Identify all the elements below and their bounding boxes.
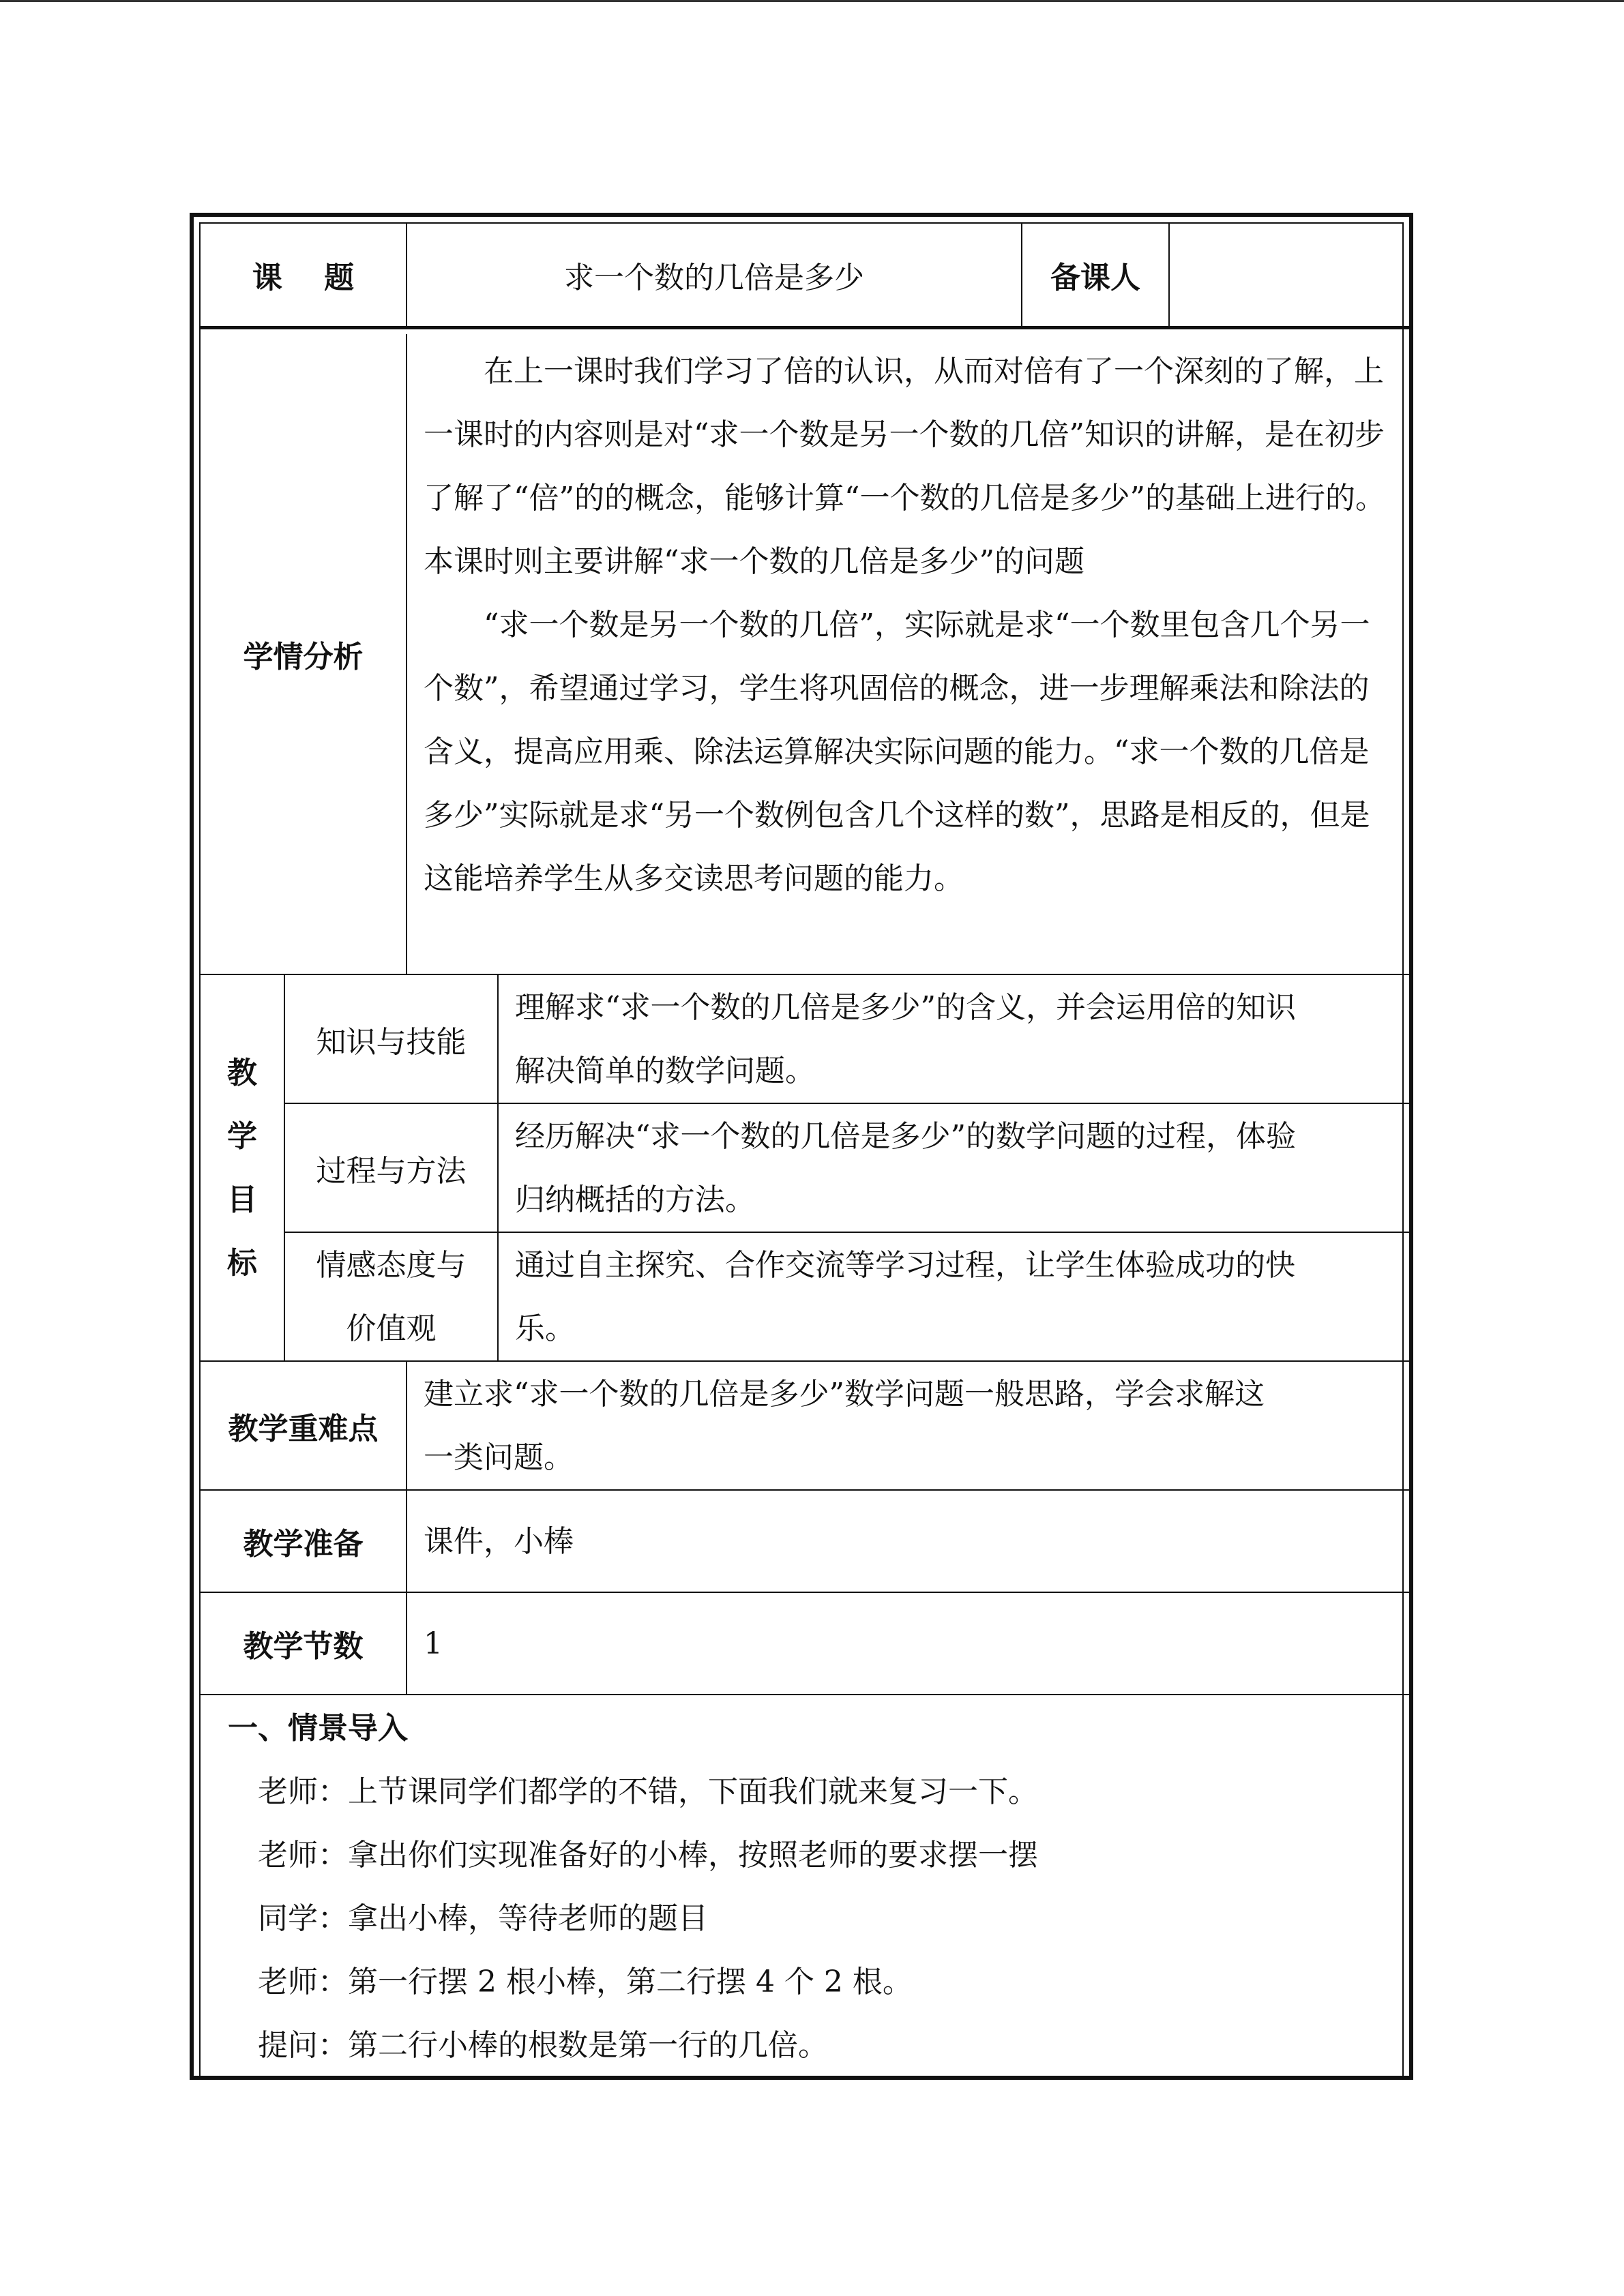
- analysis-content: [407, 334, 1411, 975]
- lesson-plan-table: [190, 213, 1413, 2080]
- process-heading: 一、情景导入: [228, 1711, 408, 1746]
- difficulty-line: 建立求“求一个数的几倍是多少”数学问题一般思路，学会求解这: [424, 1376, 1265, 1412]
- periods-label-text: 教学节数: [243, 1629, 364, 1664]
- goals-label: [201, 975, 285, 1362]
- preparation-content: [407, 1491, 1411, 1593]
- analysis-label: [201, 334, 407, 975]
- goals-label-char: 目: [227, 1182, 257, 1217]
- goal-content-emotion: [499, 1233, 1411, 1362]
- page-top-rule: [0, 0, 1624, 2]
- preparer-label: [1022, 224, 1170, 329]
- goals-label-char: 学: [227, 1118, 257, 1154]
- periods-label: [201, 1593, 407, 1695]
- goal-name-text: 知识与技能: [316, 1024, 467, 1060]
- process-line: 老师：第一行摆 2 根小棒，第二行摆 4 个 2 根。: [258, 1965, 913, 1999]
- preparation-value: 课件，小棒: [424, 1523, 574, 1559]
- goal-line: 经历解决“求一个数的几倍是多少”的数学问题的过程，体验: [515, 1118, 1296, 1154]
- analysis-paragraph: 在上一课时我们学习了倍的认识，从而对倍有了一个深刻的了解，上一课时的内容则是对“求一个数是另一个数的几倍”知识的讲解，是在初步了解了“倍”的的概念，能够计算“一个数的几倍是多少”的基础上进行的。本课时则主要讲解“求一个数的几倍是多少”的问题: [424, 354, 1385, 579]
- process-line: 同学：拿出小棒，等待老师的题目: [258, 1901, 708, 1936]
- goal-name-process: [285, 1104, 499, 1233]
- goal-line: 理解求“求一个数的几倍是多少”的含义，并会运用倍的知识: [515, 989, 1296, 1025]
- teaching-process: [228, 1697, 1396, 2077]
- process-line: 老师：拿出你们实现准备好的小棒，按照老师的要求摆一摆: [258, 1838, 1038, 1873]
- preparation-label: [201, 1491, 407, 1593]
- periods-content: [407, 1593, 1411, 1695]
- difficulty-line: 一类问题。: [424, 1440, 574, 1475]
- goal-line: 归纳概括的方法。: [515, 1182, 755, 1217]
- process-line: 老师：上节课同学们都学的不错，下面我们就来复习一下。: [258, 1774, 1038, 1809]
- topic-value: [407, 224, 1022, 329]
- goal-line: 乐。: [515, 1311, 575, 1346]
- topic-label-text: 课 题: [252, 260, 355, 295]
- preparation-label-text: 教学准备: [243, 1527, 364, 1562]
- goal-line: 解决简单的数学问题。: [515, 1053, 815, 1088]
- goals-label-char: 标: [227, 1245, 257, 1281]
- analysis-label-text: 学情分析: [243, 640, 364, 674]
- goal-content-knowledge: [499, 975, 1411, 1104]
- difficulty-label-text: 教学重难点: [228, 1411, 379, 1446]
- difficulty-label: [201, 1362, 407, 1491]
- goal-name-text: 价值观: [346, 1311, 437, 1346]
- topic-value-text: 求一个数的几倍是多少: [564, 260, 864, 295]
- preparer-value: [1170, 224, 1411, 329]
- goals-label-char: 教: [227, 1055, 257, 1090]
- difficulty-content: [407, 1362, 1411, 1491]
- goal-name-knowledge: [285, 975, 499, 1104]
- goal-name-text: 过程与方法: [316, 1153, 467, 1189]
- topic-label: [201, 224, 407, 329]
- preparer-label-text: 备课人: [1050, 260, 1140, 295]
- goal-name-text: 情感态度与: [316, 1247, 467, 1283]
- goal-line: 通过自主探究、合作交流等学习过程，让学生体验成功的快: [515, 1247, 1295, 1283]
- periods-value: 1: [424, 1626, 443, 1661]
- process-line: 提问：第二行小棒的根数是第一行的几倍。: [258, 2028, 828, 2063]
- analysis-paragraph: “求一个数是另一个数的几倍”，实际就是求“一个数里包含几个另一个数”，希望通过学习，学生将巩固倍的概念，进一步理解乘法和除法的含义，提高应用乘、除法运算解决实际问题的能力。“求一个数的几倍是多少”实际就是求“另一个数例包含几个这样的数”，思路是相反的，但是这能培养学生从多交读思考问题的能力。: [424, 608, 1370, 896]
- goal-content-process: [499, 1104, 1411, 1233]
- goal-name-emotion: [285, 1233, 499, 1362]
